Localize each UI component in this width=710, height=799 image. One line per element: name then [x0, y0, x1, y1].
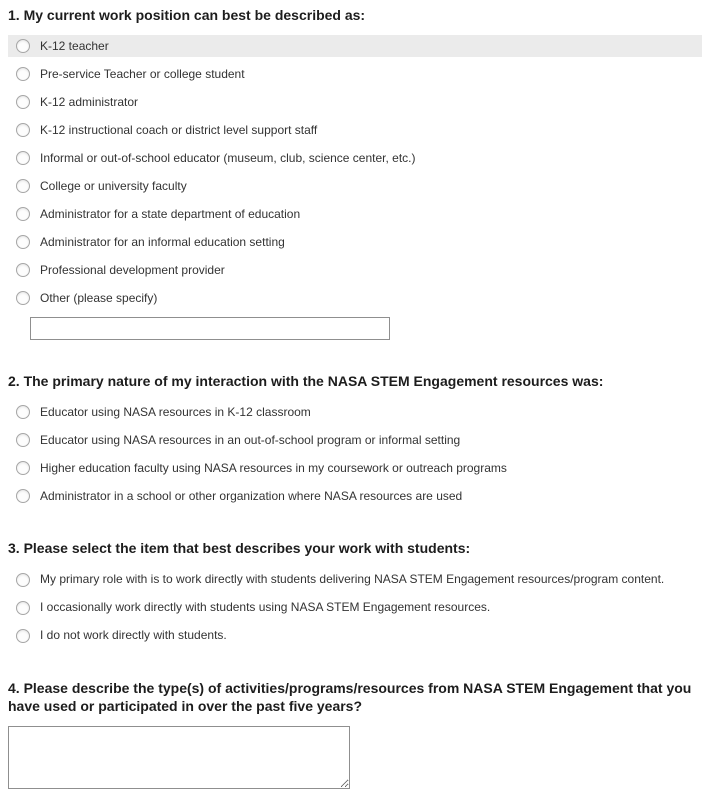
radio-option-college-faculty[interactable] — [8, 175, 702, 197]
other-specify-input[interactable] — [30, 317, 390, 340]
radio-option-preservice[interactable] — [8, 63, 702, 85]
question-1-options — [8, 35, 702, 309]
question-4 — [8, 679, 702, 789]
radio-option-k12-teacher[interactable] — [8, 35, 702, 57]
radio-button-icon[interactable] — [16, 235, 30, 249]
radio-option-out-of-school[interactable] — [8, 429, 702, 451]
option-label: K-12 teacher — [40, 38, 109, 53]
question-4-title: 4. Please describe the type(s) of activities/programs/resources from NASA STEM Engagement that you have used or participated in over the past five years? — [8, 679, 692, 714]
radio-button-icon[interactable] — [16, 207, 30, 221]
radio-button-icon[interactable] — [16, 291, 30, 305]
option-label: College or university faculty — [40, 178, 187, 193]
option-label: I do not work directly with students. — [40, 628, 227, 643]
radio-button-icon[interactable] — [16, 461, 30, 475]
question-1-title: 1. My current work position can best be described as: — [8, 7, 366, 23]
radio-button-icon[interactable] — [16, 39, 30, 53]
radio-option-state-dept-admin[interactable] — [8, 203, 702, 225]
radio-option-k12-administrator[interactable] — [8, 91, 702, 113]
radio-option-other[interactable] — [8, 287, 702, 309]
question-3 — [8, 539, 702, 646]
option-label: Educator using NASA resources in an out-of-school program or informal setting — [40, 433, 461, 448]
radio-button-icon[interactable] — [16, 433, 30, 447]
radio-option-informal-admin[interactable] — [8, 231, 702, 253]
radio-button-icon[interactable] — [16, 489, 30, 503]
option-label: Pre-service Teacher or college student — [40, 66, 245, 81]
radio-option-k12-classroom[interactable] — [8, 401, 702, 423]
question-2-title: 2. The primary nature of my interaction with the NASA STEM Engagement resources was: — [8, 373, 604, 390]
option-label: I occasionally work directly with students using NASA STEM Engagement resources. — [40, 600, 491, 615]
radio-option-informal-educator[interactable] — [8, 147, 702, 169]
option-label: Other (please specify) — [40, 290, 158, 305]
option-label: K-12 instructional coach or district level support staff — [40, 122, 318, 137]
radio-option-pd-provider[interactable] — [8, 259, 702, 281]
radio-button-icon[interactable] — [16, 263, 30, 277]
radio-option-school-admin[interactable] — [8, 485, 702, 507]
radio-option-instructional-coach[interactable] — [8, 119, 702, 141]
option-label: Professional development provider — [40, 262, 225, 277]
question-3-options — [8, 569, 702, 647]
radio-option-primary-role[interactable] — [8, 569, 702, 591]
radio-option-occasionally[interactable] — [8, 597, 702, 619]
radio-button-icon[interactable] — [16, 179, 30, 193]
radio-button-icon[interactable] — [16, 67, 30, 81]
radio-button-icon[interactable] — [16, 123, 30, 137]
radio-button-icon[interactable] — [16, 601, 30, 615]
option-label: Administrator for an informal education setting — [40, 234, 285, 249]
option-label: Administrator for a state department of education — [40, 206, 301, 221]
option-label: Informal or out-of-school educator (museum, club, science center, etc.) — [40, 150, 416, 165]
question-2-options — [8, 401, 702, 507]
activities-textarea[interactable] — [8, 726, 350, 789]
radio-option-no-direct-work[interactable] — [8, 625, 702, 647]
option-label: Higher education faculty using NASA resources in my coursework or outreach programs — [40, 461, 507, 476]
question-3-title: 3. Please select the item that best describes your work with students: — [8, 540, 471, 557]
radio-button-icon[interactable] — [16, 405, 30, 419]
radio-button-icon[interactable] — [16, 573, 30, 587]
radio-button-icon[interactable] — [16, 95, 30, 109]
question-2 — [8, 372, 702, 507]
radio-button-icon[interactable] — [16, 151, 30, 165]
option-label: My primary role with is to work directly with students delivering NASA STEM Engagement resources/program content. — [40, 572, 665, 587]
option-label: K-12 administrator — [40, 94, 139, 109]
radio-option-higher-ed[interactable] — [8, 457, 702, 479]
question-1 — [8, 6, 702, 340]
option-label: Educator using NASA resources in K-12 classroom — [40, 405, 311, 420]
radio-button-icon[interactable] — [16, 629, 30, 643]
option-label: Administrator in a school or other organization where NASA resources are used — [40, 489, 463, 504]
